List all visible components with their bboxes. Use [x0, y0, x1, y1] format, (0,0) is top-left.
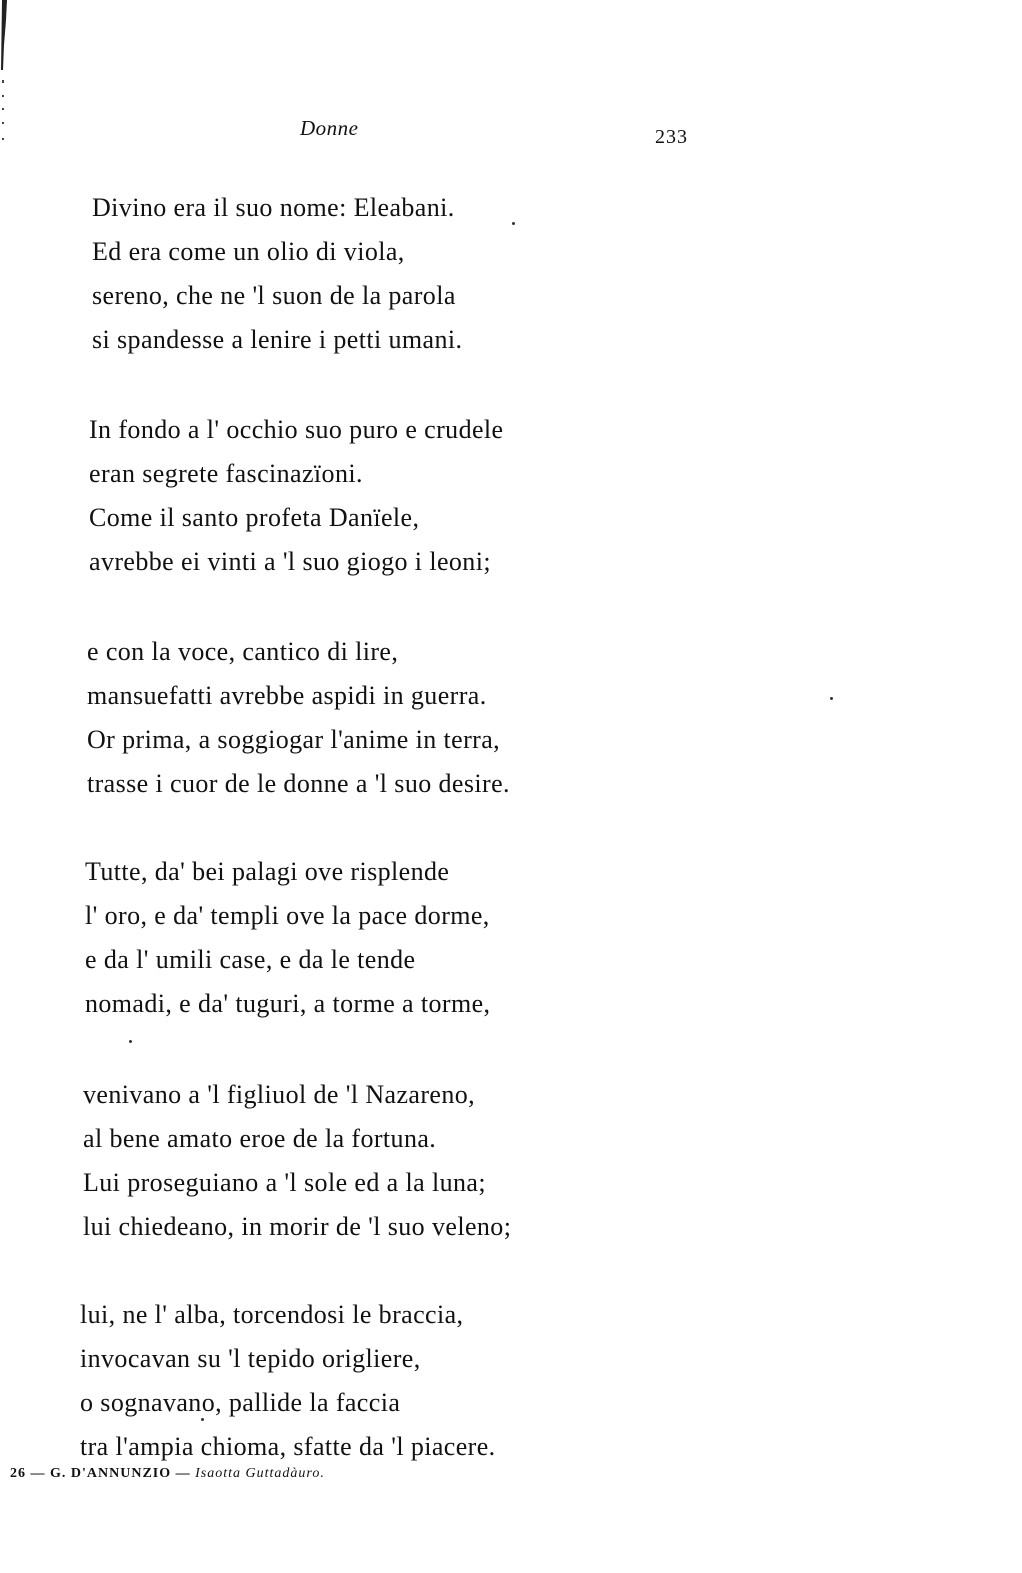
stanza-5	[83, 1073, 511, 1249]
stanza-4	[85, 850, 490, 1026]
verse-line: nomadi, e da' tuguri, a torme a torme,	[85, 989, 491, 1018]
stanza-2	[89, 408, 504, 584]
verse-line: Or prima, a soggiogar l'anime in terra,	[87, 725, 501, 754]
scan-speck	[830, 697, 833, 700]
verse-line: lui chiedeano, in morir de 'l suo veleno;	[83, 1212, 512, 1241]
footer-signature-author: 26 — G. D'ANNUNZIO —	[10, 1466, 196, 1481]
verse-line: Come il santo profeta Danïele,	[89, 503, 420, 532]
scan-speck	[129, 1040, 132, 1043]
verse-line: avrebbe ei vinti a 'l suo giogo i leoni;	[89, 547, 491, 576]
verse-line: Tutte, da' bei palagi ove risplende	[85, 857, 450, 886]
verse-line: o sognavano, pallide la faccia	[80, 1388, 401, 1417]
stanza-6	[80, 1293, 496, 1469]
verse-line: venivano a 'l figliuol de 'l Nazareno,	[83, 1080, 476, 1109]
running-title: Donne	[300, 116, 359, 140]
verse-line: si spandesse a lenire i petti umani.	[92, 325, 463, 354]
verse-line: l' oro, e da' templi ove la pace dorme,	[85, 901, 490, 930]
verse-line: invocavan su 'l tepido origliere,	[80, 1344, 421, 1373]
scan-speck	[201, 1418, 204, 1421]
verse-line: e da l' umili case, e da le tende	[85, 945, 416, 974]
verse-line: tra l'ampia chioma, sfatte da 'l piacere.	[80, 1432, 496, 1461]
page-number: 233	[655, 126, 688, 148]
verse-line: al bene amato eroe de la fortuna.	[83, 1124, 437, 1153]
verse-line: Divino era il suo nome: Eleabani.	[92, 193, 455, 222]
verse-line: e con la voce, cantico di lire,	[87, 637, 399, 666]
footer-signature-title: Isaotta Guttadàuro.	[195, 1466, 325, 1481]
verse-line: Ed era come un olio di viola,	[92, 237, 405, 266]
verse-line: mansuefatti avrebbe aspidi in guerra.	[87, 681, 487, 710]
verse-line: eran segrete fascinazïoni.	[89, 459, 363, 488]
verse-line: sereno, che ne 'l suon de la parola	[92, 281, 456, 310]
scan-speck	[512, 222, 515, 225]
verse-line: In fondo a l' occhio suo puro e crudele	[89, 415, 504, 444]
page-edge-mark	[0, 0, 14, 150]
verse-line: trasse i cuor de le donne a 'l suo desire.	[87, 769, 510, 798]
stanza-1	[92, 186, 462, 362]
verse-line: lui, ne l' alba, torcendosi le braccia,	[80, 1300, 464, 1329]
stanza-3	[87, 630, 510, 806]
footer-signature	[10, 1466, 325, 1482]
verse-line: Lui proseguiano a 'l sole ed a la luna;	[83, 1168, 486, 1197]
